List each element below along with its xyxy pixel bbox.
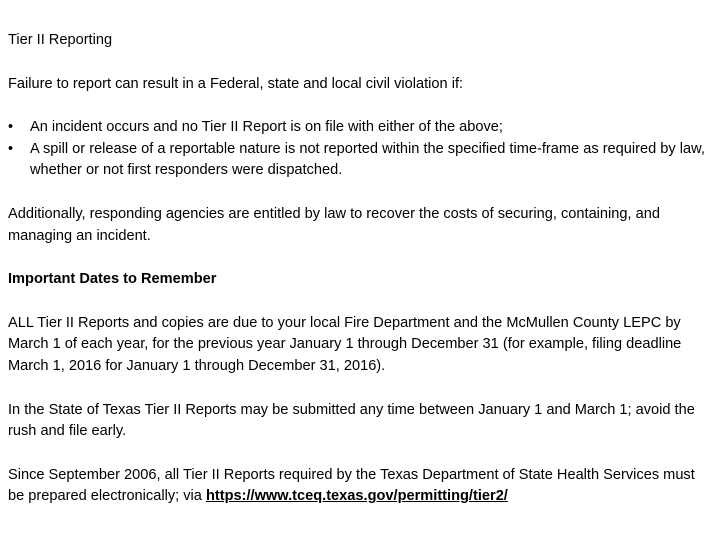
- bullet-icon: •: [8, 119, 14, 136]
- electronic-filing-paragraph: [8, 465, 714, 508]
- bullet-icon: •: [8, 140, 14, 157]
- document-body: [8, 30, 714, 530]
- texas-submission-paragraph: In the State of Texas Tier II Reports may be submitted any time between January 1 and March 1; avoid the rush and file early.: [8, 401, 695, 440]
- tier2-link[interactable]: https://www.tceq.texas.gov/permitting/tier2/: [205, 488, 508, 505]
- recover-costs-paragraph: Additionally, responding agencies are entitled by law to recover the costs of securing, containing, and managing an incident.: [8, 205, 660, 244]
- document-title: Tier II Reporting: [8, 32, 113, 48]
- electronic-filing-text: Since September 2006, all Tier II Reports required by the Texas Department of State Health Services must be prepared electronically; via: [8, 466, 695, 505]
- list-item: [8, 117, 714, 139]
- list-item: [8, 139, 714, 182]
- violation-list: [8, 117, 714, 182]
- due-date-paragraph: ALL Tier II Reports and copies are due to your local Fire Department and the McMullen County LEPC by March 1 of each year, for the previous year January 1 through December 31 (for example, filing deadline March 1, 2016 for January 1 through December 31, 2016).: [8, 314, 682, 374]
- list-item-text: A spill or release of a reportable nature is not reported within the specified time-frame as required by law, whether or not first responders were dispatched.: [30, 140, 705, 179]
- important-dates-heading: Important Dates to Remember: [8, 271, 217, 288]
- intro-paragraph: Failure to report can result in a Federal, state and local civil violation if:: [8, 75, 464, 92]
- list-item-text: An incident occurs and no Tier II Report is on file with either of the above;: [30, 119, 503, 136]
